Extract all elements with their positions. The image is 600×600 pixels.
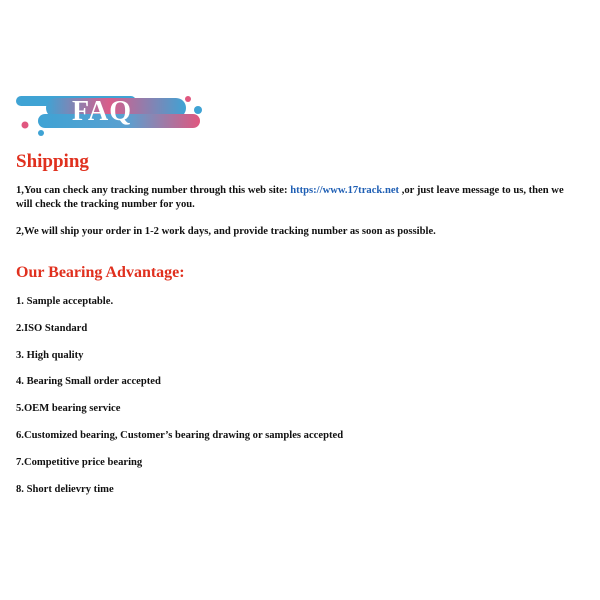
- tracking-link[interactable]: https://www.17track.net: [290, 185, 400, 196]
- banner-dot-pink-right: [185, 96, 191, 102]
- advantage-item: 5.OEM bearing service: [16, 403, 121, 415]
- shipping-p1-text-after: ,or just leave message to us, then we will check the tracking number for you.: [16, 185, 564, 210]
- banner-dot-blue-right: [194, 106, 202, 114]
- banner-dot-pink: [22, 122, 29, 129]
- advantage-item: 2.ISO Standard: [16, 322, 88, 334]
- advantage-item: 8. Short delievry time: [16, 483, 114, 495]
- faq-label: FAQ: [72, 96, 133, 127]
- faq-banner: [16, 92, 206, 136]
- shipping-paragraph-1: [16, 184, 582, 212]
- advantage-item: 7.Competitive price bearing: [16, 456, 143, 468]
- advantage-item: 3. High quality: [16, 349, 84, 361]
- banner-dot-blue-small: [38, 130, 44, 136]
- shipping-p1-text-before: 1,You can check any tracking number through this web site:: [16, 185, 291, 196]
- advantage-list: [16, 295, 343, 509]
- shipping-paragraph-2: 2,We will ship your order in 1-2 work days, and provide tracking number as soon as possible.: [16, 226, 436, 237]
- advantage-item: 1. Sample acceptable.: [16, 296, 114, 307]
- advantage-heading: Our Bearing Advantage:: [16, 264, 185, 281]
- advantage-item: 4. Bearing Small order accepted: [16, 376, 161, 388]
- advantage-item: 6.Customized bearing, Customer’s bearing drawing or samples accepted: [16, 429, 344, 441]
- shipping-heading: Shipping: [16, 151, 89, 172]
